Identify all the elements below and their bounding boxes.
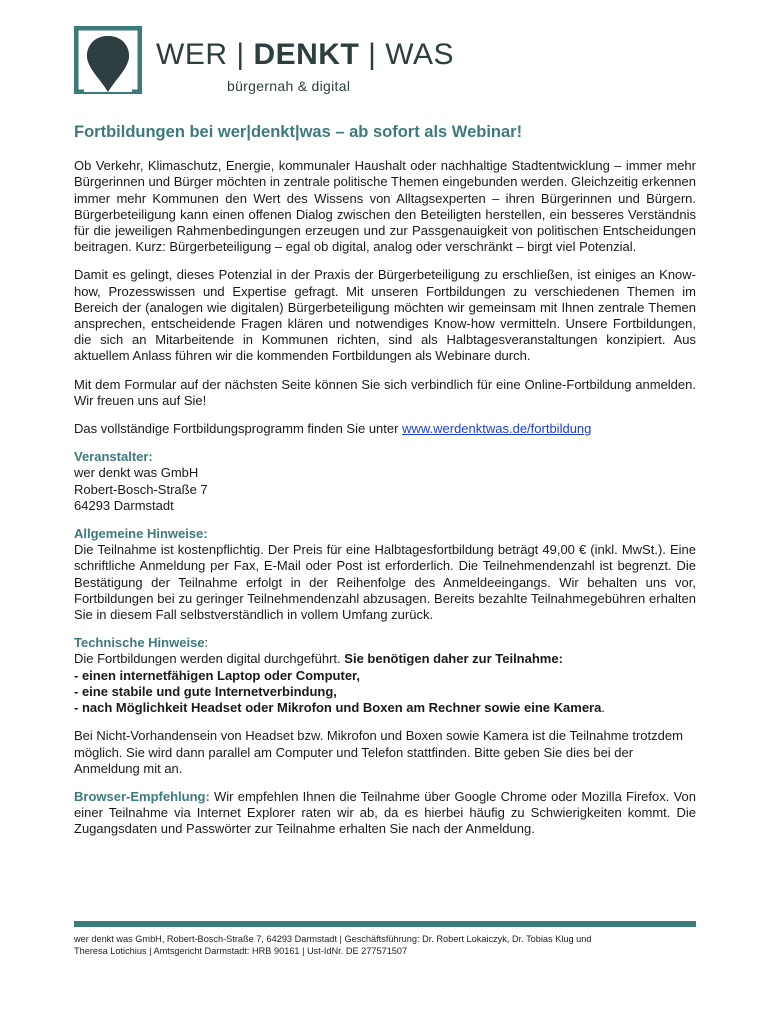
browser-heading: Browser-Empfehlung: [74, 788, 210, 804]
technical-requirement-intro: Sie benötigen daher zur Teilnahme: [344, 651, 563, 667]
footer-line-1: wer denkt was GmbH, Robert-Bosch-Straße 7, 64293 Darmstadt | Geschäftsführung: Dr. Robert Lokaiczyk, Dr. Tobias Klug und [74, 934, 592, 944]
requirement-item: - einen internetfähigen Laptop oder Computer, [74, 667, 361, 683]
browser-text: Wir empfehlen Ihnen die Teilnahme über Google Chrome oder Mozilla Firefox. Von einer Teilnahme via Internet Explorer raten wir ab, da es hierbei häufig zu Schwierigkeiten kommt. Die Zugangsdaten und Passwörter zur Teilnahme erhalten Sie nach der Anmeldung. [74, 788, 696, 837]
document-body [74, 124, 696, 850]
technical-section: Technische Hinweise: Die Fortbildungen werden digital durchgeführt. Sie benötigen daher zur Teilnahme: - einen internetfähigen Laptop oder Computer, - eine stabile und gute Internetverbindung, - nach Möglichkeit Headset oder Mikrofon und Boxen am Rechner sowie eine Kamera. [74, 635, 605, 716]
requirement-item: - nach Möglichkeit Headset oder Mikrofon und Boxen am Rechner sowie eine Kamera [74, 700, 602, 716]
footer-divider [74, 921, 696, 927]
location-pin-icon [74, 26, 142, 94]
general-section [74, 526, 696, 623]
intro-paragraph-2: Damit es gelingt, dieses Potenzial in der Praxis der Bürgerbeteiligung zu erschließen, ist einiges an Know-how, Prozesswissen und Expertise gefragt. Mit unseren Fortbildungen zu verschiedenen Themen im Bereich der (analogen wie digitalen) Bürgerbeteiligung möchten wir gemeinsam mit Ihnen zentrale Themen ansprechen, entscheidende Fragen klären und notwendiges Know-how vermitteln. Unsere Fortbildungen, die sich an Mitarbeitende in Kommunen richten, sind als Halbtagesveranstaltungen konzipiert. Aus aktuellem Anlass führen wir die kommenden Fortbildungen als Webinare durch. [74, 267, 696, 364]
general-heading: Allgemeine Hinweise: [74, 526, 208, 542]
organizer-section [74, 449, 696, 514]
logo-wordmark: WER | DENKT | WAS [156, 38, 455, 71]
general-text: Die Teilnahme ist kostenpflichtig. Der Preis für eine Halbtagesfortbildung beträgt 49,00 € (inkl. MwSt.). Eine schriftliche Anmeldung per Fax, E-Mail oder Post ist erforderlich. Die Teilnehmendenzahl ist begrenzt. Die Bestätigung der Teilnahme erfolgt in der Reihenfolge des Anmeldeeingangs. Wir behalten uns vor, Fortbildungen bei zu geringer Teilnehmendenzahl abzusagen. Bereits bezahlte Teilnahmegebühren erhalten Sie in diesem Fall selbstverständlich in vollem Umfang zurück. [74, 542, 696, 623]
organizer-street: Robert-Bosch-Straße 7 [74, 481, 208, 497]
intro-paragraph-1: Ob Verkehr, Klimaschutz, Energie, kommunaler Haushalt oder nachhaltige Stadtentwicklung – immer mehr Bürgerinnen und Bürger möchten in zentrale politische Themen eingebunden werden. Gleichzeitig erkennen immer mehr Kommunen den Wert des Wissens von Alltagsexperten – ihren Bürgerinnen und Bürgern. Bürgerbeteiligung kann einen offenen Dialog zwischen den Beteiligten herstellen, ein besseres Verständnis für die jeweiligen Rahmenbedingungen erzeugen und zur Passgenauigkeit von politischen Entscheidungen beitragen. Kurz: Bürgerbeteiligung – egal ob digital, analog oder verschränkt – birgt viel Potenzial. [74, 158, 696, 255]
organizer-city: 64293 Darmstadt [74, 497, 174, 513]
footer-line-2: Theresa Lotichius | Amtsgericht Darmstadt: HRB 90161 | Ust-IdNr. DE 277571507 [74, 946, 408, 956]
organizer-name: wer denkt was GmbH [74, 465, 199, 481]
organizer-heading: Veranstalter: [74, 449, 153, 465]
logo-tagline: bürgernah & digital [227, 78, 351, 94]
technical-heading: Technische Hinweise [74, 635, 205, 651]
intro-paragraph-3: Mit dem Formular auf der nächsten Seite können Sie sich verbindlich für eine Online-Fortbildung anmelden. Wir freuen uns auf Sie! [74, 376, 696, 408]
company-logo [74, 26, 455, 98]
program-paragraph: Das vollständige Fortbildungsprogramm finden Sie unter www.werdenktwas.de/fortbildung [74, 421, 592, 437]
page-footer [74, 933, 696, 957]
page-title: Fortbildungen bei wer|denkt|was – ab sofort als Webinar! [74, 123, 523, 141]
requirement-item: - eine stabile und gute Internetverbindung, [74, 683, 337, 699]
technical-note: Bei Nicht-Vorhandensein von Headset bzw. Mikrofon und Boxen sowie Kamera ist die Teilnahme trotzdem möglich. Sie wird dann parallel am Computer und Telefon stattfinden. Bitte geben Sie dies bei der Anmeldung mit an. [74, 728, 683, 776]
browser-section [74, 789, 696, 838]
program-link[interactable]: www.werdenktwas.de/fortbildung [402, 421, 592, 437]
